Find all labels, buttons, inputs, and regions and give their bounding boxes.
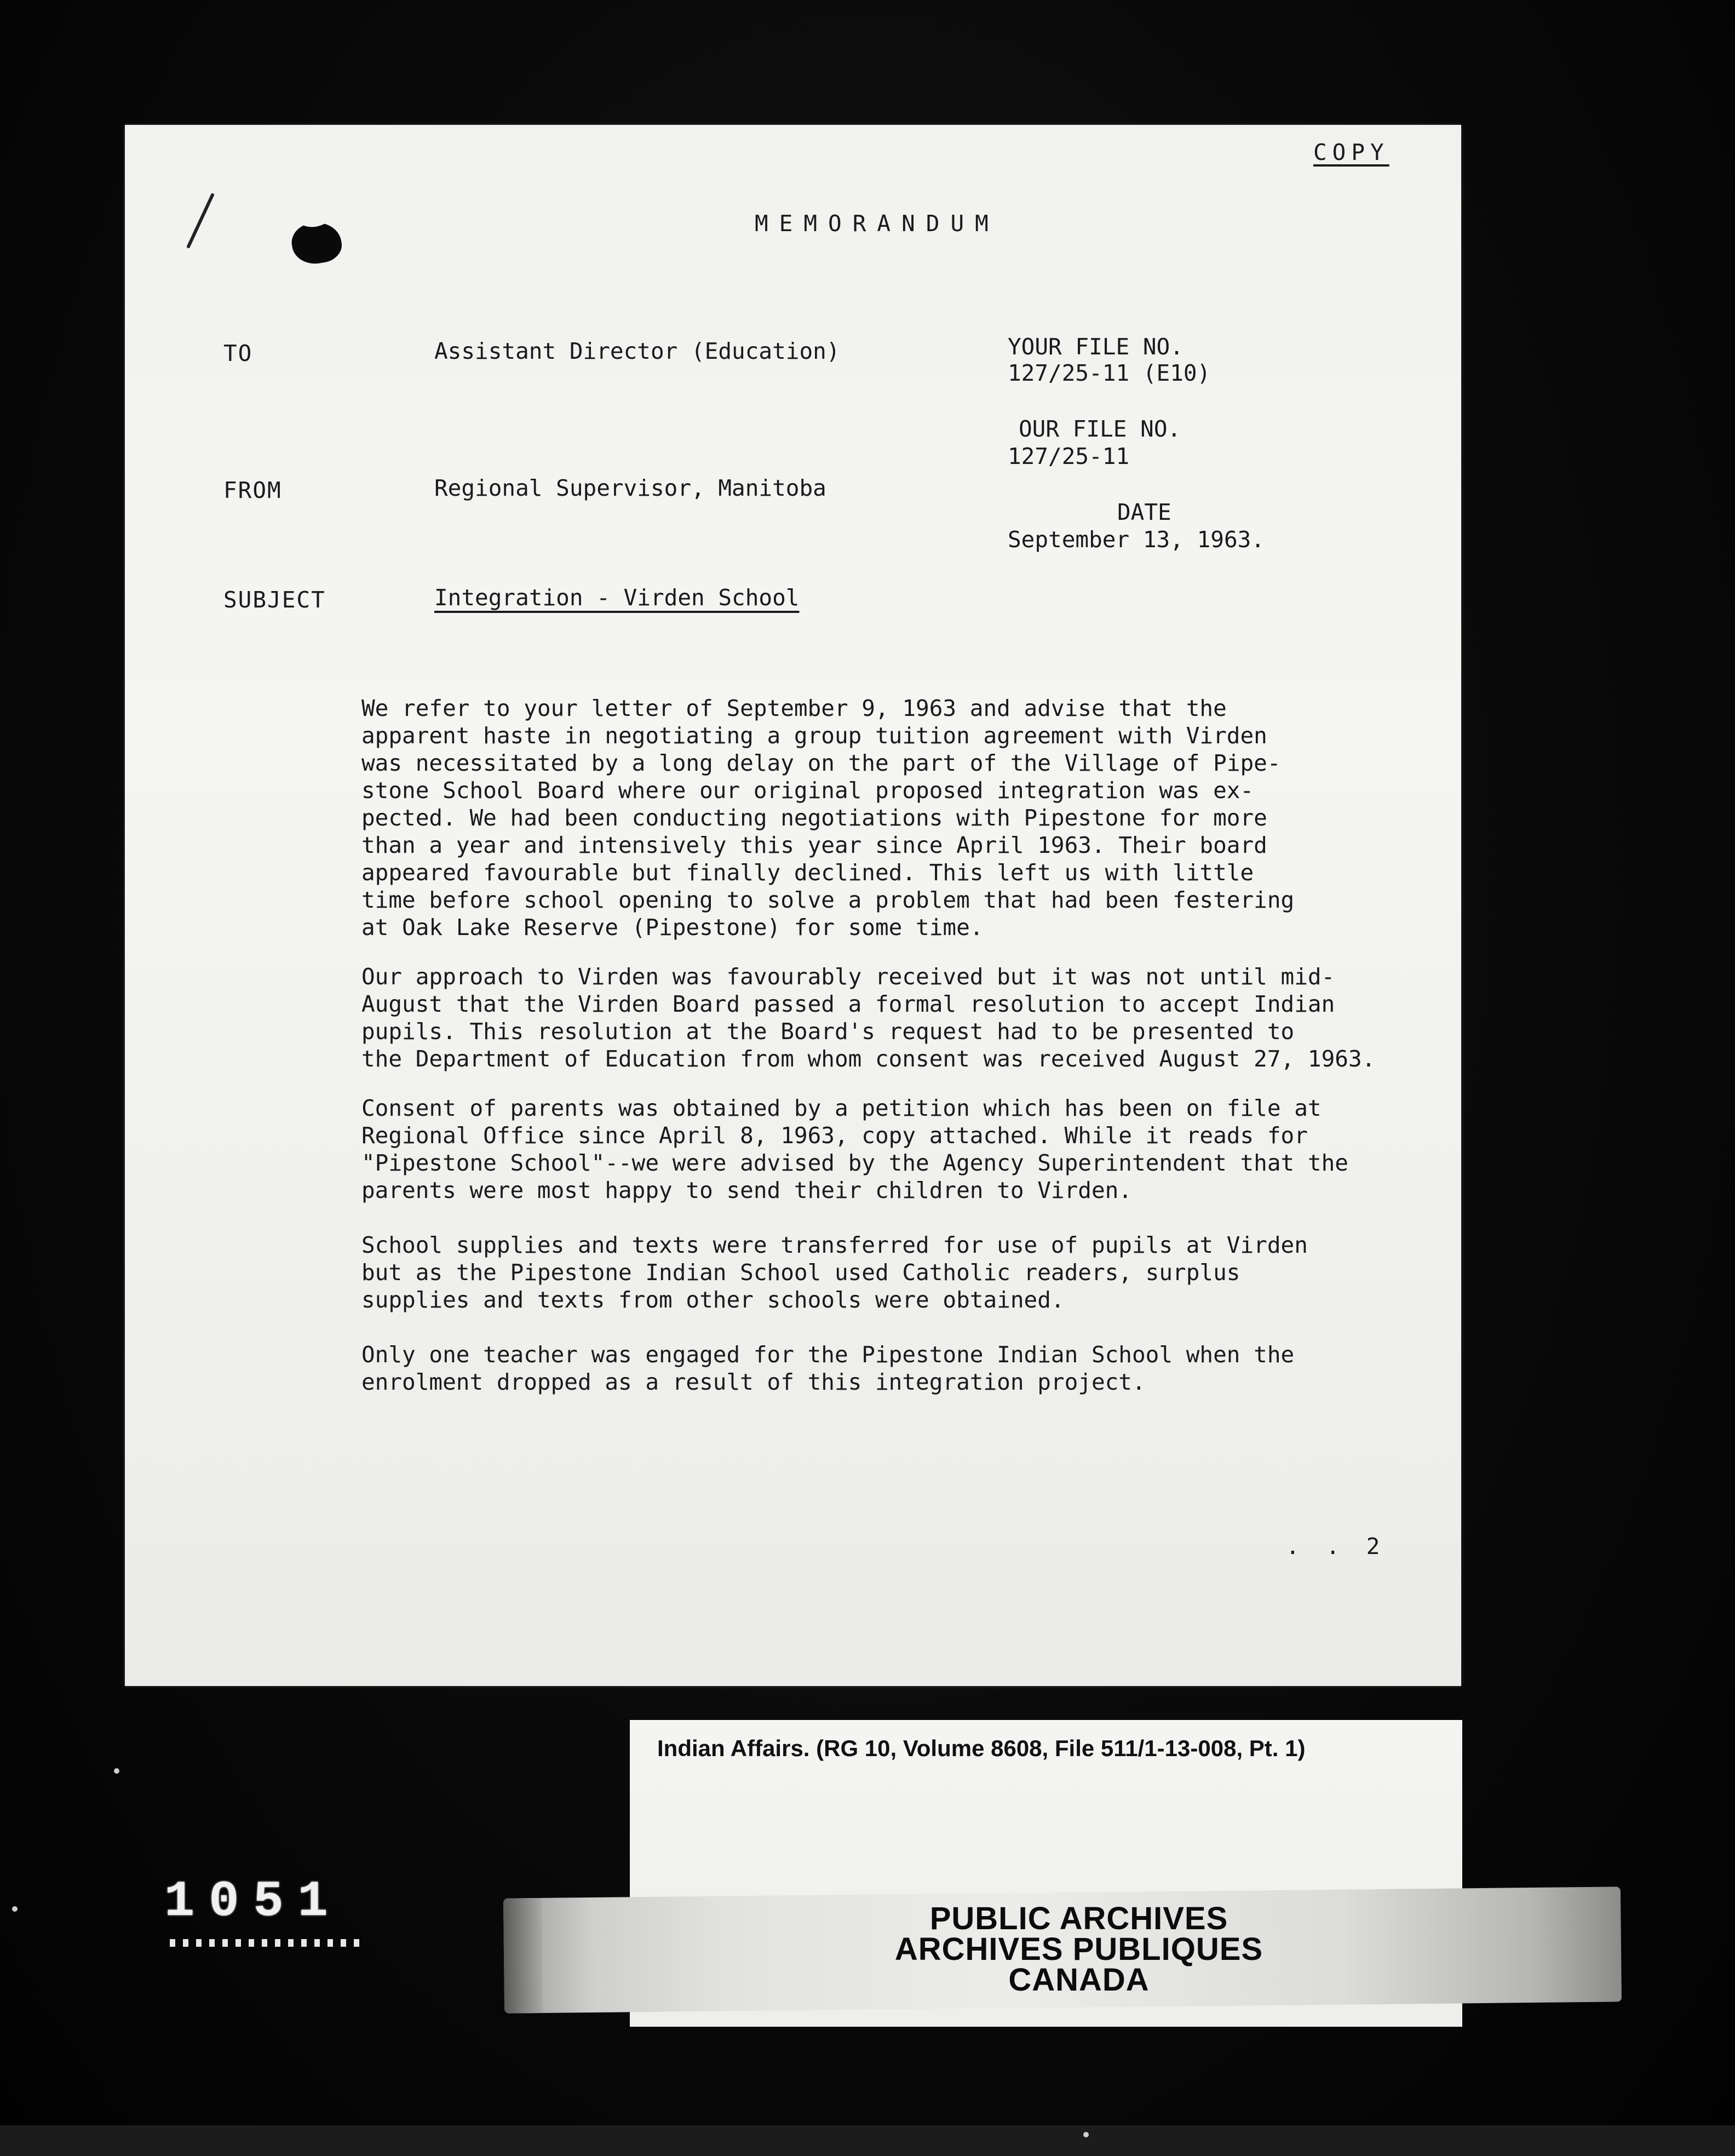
subject-value: Integration - Virden School <box>434 584 800 611</box>
ink-blot <box>289 219 344 267</box>
our-file-value: 127/25-11 <box>1008 443 1130 469</box>
subject-label: SUBJECT <box>223 587 326 613</box>
from-value: Regional Supervisor, Manitoba <box>434 475 826 501</box>
your-file-label: YOUR FILE NO. <box>1008 334 1184 360</box>
body-line: enrolment dropped as a result of this integration project. <box>361 1369 1146 1395</box>
paragraph-1 <box>361 695 1391 941</box>
archive-reference: Indian Affairs. (RG 10, Volume 8608, File 511/1-13-008, Pt. 1) <box>657 1735 1306 1761</box>
body-line: but as the Pipestone Indian School used Catholic readers, surplus <box>361 1259 1240 1286</box>
body-line: Regional Office since April 8, 1963, copy attached. While it reads for <box>361 1122 1308 1149</box>
film-speck <box>1083 2132 1089 2137</box>
stamp-line: ARCHIVES PUBLIQUES <box>894 1931 1263 1967</box>
body-line: Consent of parents was obtained by a petition which has been on file at <box>361 1095 1322 1121</box>
body-line: stone School Board where our original proposed integration was ex- <box>361 777 1254 804</box>
body-line: pupils. This resolution at the Board's request had to be presented to <box>361 1018 1295 1045</box>
stamp-line: CANADA <box>1008 1962 1150 1998</box>
from-label: FROM <box>223 477 282 503</box>
frame-counter: 1051 <box>164 1873 342 1930</box>
paragraph-3 <box>361 1094 1391 1204</box>
body-line: at Oak Lake Reserve (Pipestone) for some time. <box>361 914 984 941</box>
body-line: Our approach to Virden was favourably received but it was not until mid- <box>361 964 1335 990</box>
film-speck <box>114 1768 119 1774</box>
body-line: time before school opening to solve a problem that had been festering <box>361 887 1295 913</box>
to-value: Assistant Director (Education) <box>434 338 840 364</box>
film-speck <box>12 1906 18 1912</box>
paragraph-2 <box>361 963 1391 1073</box>
body-line: School supplies and texts were transferred for use of pupils at Virden <box>361 1232 1308 1258</box>
body-line: than a year and intensively this year since April 1963. Their board <box>361 832 1267 858</box>
page-continuation: . . 2 <box>1286 1533 1387 1559</box>
body-line: supplies and texts from other schools were obtained. <box>361 1287 1065 1313</box>
our-file-label: OUR FILE NO. <box>1019 416 1181 442</box>
to-label: TO <box>223 340 253 366</box>
body-line: parents were most happy to send their children to Virden. <box>361 1177 1132 1203</box>
date-label: DATE <box>1117 499 1171 525</box>
paragraph-5 <box>361 1341 1391 1396</box>
body-line: "Pipestone School"--we were advised by the Agency Superintendent that the <box>361 1150 1348 1176</box>
stamp-line: PUBLIC ARCHIVES <box>929 1901 1228 1936</box>
frame-perforation <box>170 1939 367 1947</box>
memo-title: MEMORANDUM <box>755 210 999 237</box>
film-edge <box>0 2125 1735 2156</box>
body-line: pected. We had been conducting negotiations with Pipestone for more <box>361 805 1267 831</box>
body-line: was necessitated by a long delay on the part of the Village of Pipe- <box>361 750 1281 776</box>
date-value: September 13, 1963. <box>1008 526 1265 553</box>
archives-stamp <box>854 1903 1303 1996</box>
paragraph-4 <box>361 1231 1391 1314</box>
body-line: Only one teacher was engaged for the Pipestone Indian School when the <box>361 1341 1295 1368</box>
body-line: the Department of Education from whom consent was received August 27, 1963. <box>361 1046 1376 1072</box>
body-line: apparent haste in negotiating a group tuition agreement with Virden <box>361 723 1267 749</box>
body-line: We refer to your letter of September 9, 1963 and advise that the <box>361 695 1227 721</box>
your-file-value: 127/25-11 (E10) <box>1008 360 1211 386</box>
copy-mark: COPY <box>1313 139 1389 165</box>
body-line: appeared favourable but finally declined. This left us with little <box>361 859 1254 886</box>
body-line: August that the Virden Board passed a formal resolution to accept Indian <box>361 991 1335 1017</box>
pencil-mark <box>186 193 215 249</box>
memo-sheet <box>125 125 1461 1686</box>
